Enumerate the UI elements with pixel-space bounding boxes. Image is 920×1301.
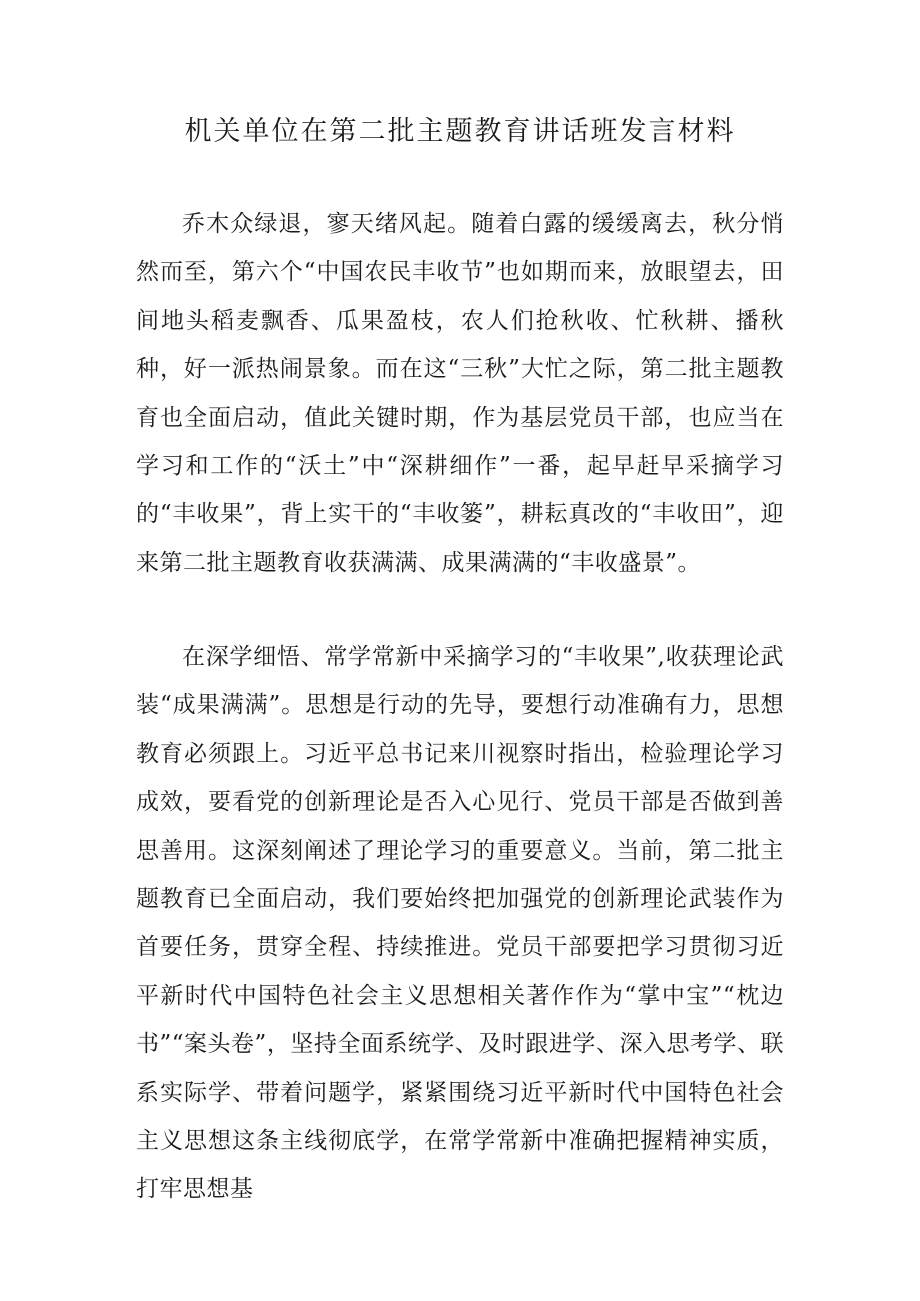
- document-title: 机关单位在第二批主题教育讲话班发言材料: [184, 116, 736, 147]
- paragraph-intro: 乔木众绿退，寥天绪风起。随着白露的缓缓离去，秋分悄然而至，第六个“中国农民丰收节”也如期而来，放眼望去，田间地头稻麦飘香、瓜果盈枝，农人们抢秋收、忙秋耕、播秋种，好一派热闹景象。而在这“三秋”大忙之际，第二批主题教育也全面启动，值此关键时期，作为基层党员干部，也应当在学习和工作的“沃土”中“深耕细作”一番，起早赶早采摘学习的“丰收果”，背上实干的“丰收篓”，耕耘真改的“丰收田”，迎来第二批主题教育收获满满、成果满满的“丰收盛景”。: [136, 211, 784, 576]
- paragraph-theory-study: 在深学细悟、常学常新中采摘学习的“丰收果”,收获理论武装“成果满满”。思想是行动的先导，要想行动准确有力，思想教育必须跟上。习近平总书记来川视察时指出，检验理论学习成效，要看党的创新理论是否入心见行、党员干部是否做到善思善用。这深刻阐述了理论学习的重要意义。当前，第二批主题教育已全面启动，我们要始终把加强党的创新理论武装作为首要任务，贯穿全程、持续推进。党员干部要把学习贯彻习近平新时代中国特色社会主义思想相关著作作为“掌中宝”“枕边书”“案头卷”，坚持全面系统学、及时跟进学、深入思考学、联系实际学、带着问题学，紧紧围绕习近平新时代中国特色社会主义思想这条主线彻底学，在常学常新中准确把握精神实质，打牢思想基: [136, 644, 784, 1203]
